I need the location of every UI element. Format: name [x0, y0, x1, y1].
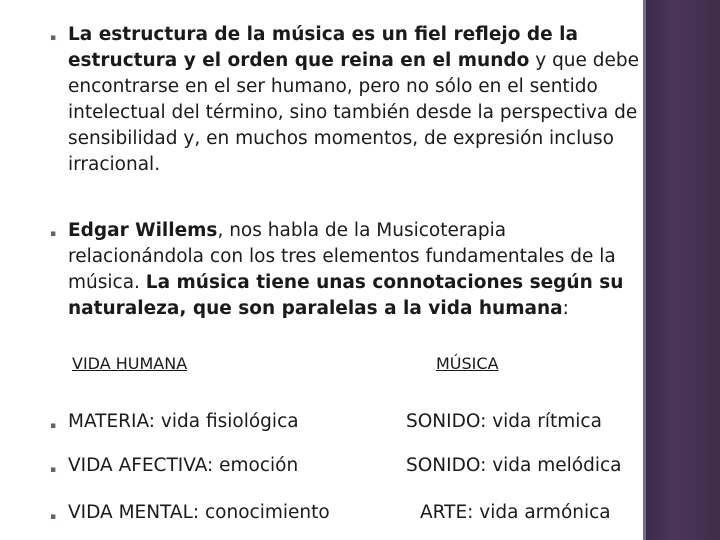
paragraph-structure: [68, 22, 643, 178]
row-left-afectiva: VIDA AFECTIVA: emoción: [68, 455, 299, 476]
author-name: Edgar Willems: [68, 220, 218, 241]
bullet-icon: ▪: [50, 421, 57, 431]
paragraph-bold-text: La estructura de la música es un fiel reflejo de la estructura y el orden que reina en el mundo: [68, 24, 578, 71]
side-decoration-bar: [643, 0, 720, 540]
row-right-arte-armonica: ARTE: vida armónica: [420, 502, 611, 523]
row-left-mental: VIDA MENTAL: conocimiento: [68, 502, 330, 523]
paragraph-willems: [68, 218, 643, 322]
bullet-icon: ▪: [50, 229, 57, 239]
header-musica: MÚSICA: [436, 354, 499, 373]
bullet-icon: ▪: [50, 465, 57, 475]
header-vida-humana: VIDA HUMANA: [72, 354, 188, 373]
paragraph-end-text: :: [562, 298, 569, 319]
paragraph-text: y que debe encontrarse en el ser humano, pero no sólo en el sentido intelectual del término, sino también desde la perspectiva de sensibilidad y, en muchos momentos, de expresión incluso irracional.: [68, 50, 640, 175]
paragraph-bold-text: La música tiene unas connotaciones según su naturaleza, que son paralelas a la vida humana: [68, 272, 624, 319]
row-left-materia: MATERIA: vida fisiológica: [68, 411, 299, 432]
paragraph-text: , nos habla de la Musicoterapia relacionándola con los tres elementos fundamentales de la música.: [68, 220, 616, 293]
bullet-icon: ▪: [50, 512, 57, 522]
row-right-sonido-melodica: SONIDO: vida melódica: [406, 455, 622, 476]
bullet-icon: ▪: [50, 33, 57, 43]
row-right-sonido-ritmica: SONIDO: vida rítmica: [406, 411, 602, 432]
